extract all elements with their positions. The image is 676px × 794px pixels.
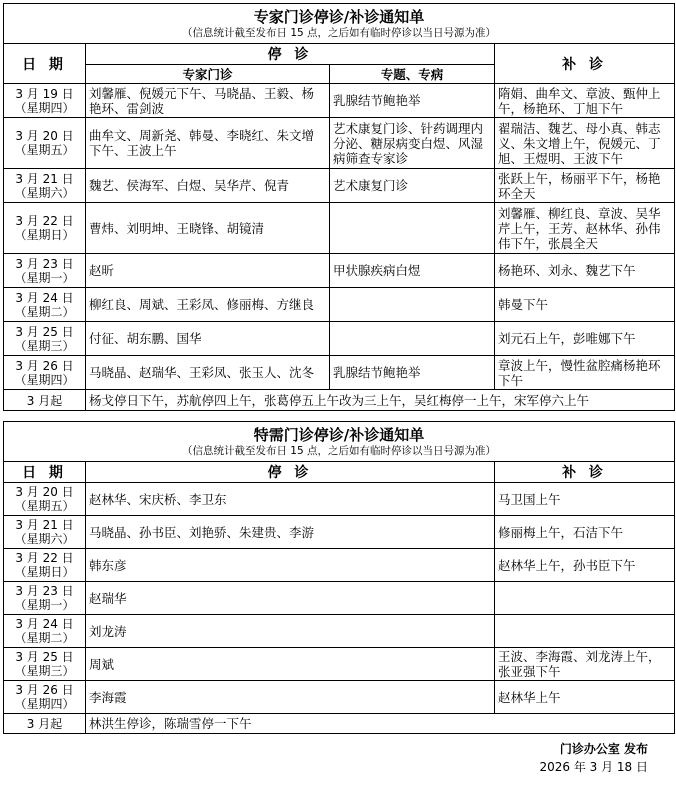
- expert-clinic-table: [3, 3, 675, 411]
- date-day: 3 月 20 日: [15, 129, 74, 143]
- makeup-cell: 刘馨雁、柳红良、章波、吴华芹上午，王芳、赵林华、孙伟伟下午，张晨全天: [495, 203, 675, 254]
- date-cell: [4, 356, 86, 390]
- special-stop-cell: 周斌: [86, 648, 495, 681]
- date-cell: [4, 648, 86, 681]
- special-since-row: [4, 714, 675, 734]
- special-since-text: 林洪生停诊，陈瑞雪停一下午: [86, 714, 675, 734]
- makeup-cell: 杨艳环、刘永、魏艺下午: [495, 254, 675, 288]
- special-table-subtitle: （信息统计截至发布日 15 点，之后如有临时停诊以当日号源为准）: [181, 444, 497, 457]
- date-cell: [4, 169, 86, 203]
- makeup-cell: 翟瑞洁、魏艺、母小真、韩志义、朱文增上午，倪媛元、丁旭、王煜明、王波下午: [495, 118, 675, 169]
- date-cell: [4, 582, 86, 615]
- table-row: [4, 254, 675, 288]
- date-day: 3 月 24 日: [15, 617, 74, 631]
- special-makeup-cell: 赵林华上午: [495, 681, 675, 714]
- special-topic-cell: 乳腺结节鲍艳举: [330, 84, 495, 118]
- expert-title-cell: [4, 4, 675, 44]
- expert-stop-cell: 赵昕: [86, 254, 330, 288]
- expert-stop-cell: 马晓晶、赵瑞华、王彩凤、张玉人、沈冬: [86, 356, 330, 390]
- date-weekday: （星期日）: [14, 565, 75, 579]
- date-weekday: （星期四）: [14, 372, 75, 387]
- special-makeup-cell: 马卫国上午: [495, 483, 675, 516]
- special-header-row: [4, 462, 675, 483]
- expert-stop-cell: 曲牟文、周新尧、韩曼、李晓红、朱文增下午、王波上午: [86, 118, 330, 169]
- table-row: [4, 84, 675, 118]
- date-cell: [4, 549, 86, 582]
- date-weekday: （星期三）: [14, 338, 75, 353]
- date-day: 3 月 20 日: [15, 485, 74, 499]
- date-weekday: （星期六）: [14, 185, 75, 200]
- date-cell: [4, 615, 86, 648]
- date-weekday: （星期二）: [14, 631, 75, 645]
- table-row: [4, 322, 675, 356]
- special-clinic-table: [3, 421, 675, 734]
- expert-title-row: [4, 4, 675, 44]
- publish-date: 2026 年 3 月 18 日: [539, 760, 648, 774]
- table-row: [4, 648, 675, 681]
- since-text: 杨戈停日下午，苏航停四上午，张葛停五上午改为三上午，吴红梅停一上午，宋军停六上午: [86, 390, 675, 411]
- expert-stop-cell: 曹炜、刘明坤、王晓锋、胡镜清: [86, 203, 330, 254]
- special-stop-cell: 赵林华、宋庆桥、李卫东: [86, 483, 495, 516]
- special-topic-header: 专题、专病: [330, 65, 495, 84]
- special-topic-cell: 艺术康复门诊: [330, 169, 495, 203]
- special-topic-cell: [330, 322, 495, 356]
- date-day: 3 月 21 日: [15, 518, 74, 532]
- special-since-label: 3 月起: [4, 714, 86, 734]
- makeup-cell: 章波上午，慢性盆腔痛杨艳环下午: [495, 356, 675, 390]
- expert-stop-cell: 付征、胡东鹏、国华: [86, 322, 330, 356]
- date-day: 3 月 19 日: [15, 86, 74, 101]
- table-row: [4, 681, 675, 714]
- date-cell: [4, 681, 86, 714]
- makeup-header: 补 诊: [495, 44, 675, 84]
- special-title-cell: [4, 422, 675, 462]
- stop-header: 停 诊: [86, 44, 495, 65]
- special-stop-cell: 刘龙涛: [86, 615, 495, 648]
- special-table-title: 特需门诊停诊/补诊通知单: [253, 425, 425, 444]
- table-row: [4, 118, 675, 169]
- date-cell: [4, 516, 86, 549]
- expert-table-title: 专家门诊停诊/补诊通知单: [253, 7, 425, 26]
- table-row: [4, 483, 675, 516]
- special-topic-cell: 甲状腺疾病白煜: [330, 254, 495, 288]
- date-cell: [4, 483, 86, 516]
- date-weekday: （星期一）: [14, 270, 75, 285]
- date-day: 3 月 26 日: [15, 358, 74, 373]
- date-cell: [4, 84, 86, 118]
- special-date-header: 日 期: [4, 462, 86, 483]
- expert-stop-cell: 刘馨雁、倪媛元下午、马晓晶、王毅、杨艳环、雷剑波: [86, 84, 330, 118]
- publisher: 门诊办公室 发布: [559, 742, 648, 756]
- date-weekday: （星期六）: [14, 532, 75, 546]
- makeup-cell: 隋娟、曲牟文、章波、甄仲上午，杨艳环、丁旭下午: [495, 84, 675, 118]
- date-weekday: （星期一）: [14, 598, 75, 612]
- special-topic-cell: [330, 288, 495, 322]
- table-row: [4, 549, 675, 582]
- date-weekday: （星期二）: [14, 304, 75, 319]
- special-makeup-cell: 王波、李海霞、刘龙涛上午，张亚强下午: [495, 648, 675, 681]
- table-row: [4, 169, 675, 203]
- date-day: 3 月 22 日: [15, 551, 74, 565]
- expert-table-subtitle: （信息统计截至发布日 15 点，之后如有临时停诊以当日号源为准）: [182, 26, 497, 39]
- table-row: [4, 615, 675, 648]
- special-stop-cell: 马晓晶、孙书臣、刘艳骄、朱建贵、李游: [86, 516, 495, 549]
- special-topic-cell: 乳腺结节鲍艳举: [330, 356, 495, 390]
- date-weekday: （星期五）: [14, 499, 75, 513]
- date-day: 3 月 24 日: [15, 290, 74, 305]
- date-cell: [4, 203, 86, 254]
- date-cell: [4, 254, 86, 288]
- special-title-row: [4, 422, 675, 462]
- date-day: 3 月 23 日: [15, 584, 74, 598]
- table-row: [4, 516, 675, 549]
- date-weekday: （星期四）: [14, 100, 75, 115]
- special-stop-cell: 韩东彦: [86, 549, 495, 582]
- special-makeup-cell: [495, 582, 675, 615]
- date-day: 3 月 26 日: [15, 683, 74, 697]
- special-makeup-header: 补 诊: [495, 462, 675, 483]
- special-makeup-cell: 修丽梅上午，石洁下午: [495, 516, 675, 549]
- date-cell: [4, 118, 86, 169]
- expert-clinic-header: 专家门诊: [86, 65, 330, 84]
- date-weekday: （星期三）: [14, 664, 75, 678]
- special-stop-cell: 赵瑞华: [86, 582, 495, 615]
- date-day: 3 月 23 日: [15, 256, 74, 271]
- date-cell: [4, 288, 86, 322]
- date-weekday: （星期日）: [14, 228, 75, 242]
- special-makeup-cell: [495, 615, 675, 648]
- date-weekday: （星期四）: [14, 697, 75, 711]
- date-header: 日 期: [4, 44, 86, 84]
- date-day: 3 月 25 日: [15, 650, 74, 664]
- expert-stop-cell: 魏艺、侯海军、白煜、吴华芹、倪青: [86, 169, 330, 203]
- since-label: 3 月起: [4, 390, 86, 411]
- special-stop-header: 停 诊: [86, 462, 495, 483]
- date-day: 3 月 21 日: [15, 171, 74, 186]
- makeup-cell: 刘元石上午，彭唯娜下午: [495, 322, 675, 356]
- expert-since-row: [4, 390, 675, 411]
- date-weekday: （星期五）: [14, 143, 75, 157]
- expert-header-row-1: [4, 44, 675, 65]
- makeup-cell: 韩曼下午: [495, 288, 675, 322]
- special-makeup-cell: 赵林华上午，孙书臣下午: [495, 549, 675, 582]
- date-day: 3 月 25 日: [15, 324, 74, 339]
- table-row: [4, 356, 675, 390]
- special-stop-cell: 李海霞: [86, 681, 495, 714]
- table-row: [4, 288, 675, 322]
- special-topic-cell: [330, 203, 495, 254]
- date-cell: [4, 322, 86, 356]
- expert-stop-cell: 柳红良、周斌、王彩凤、修丽梅、方继良: [86, 288, 330, 322]
- makeup-cell: 张跃上午，杨丽平下午，杨艳环全天: [495, 169, 675, 203]
- table-row: [4, 203, 675, 254]
- table-row: [4, 582, 675, 615]
- special-topic-cell: 艺术康复门诊、针药调理内分泌、糖尿病变白煜、风湿病筛查专家诊: [330, 118, 495, 169]
- date-day: 3 月 22 日: [15, 214, 74, 228]
